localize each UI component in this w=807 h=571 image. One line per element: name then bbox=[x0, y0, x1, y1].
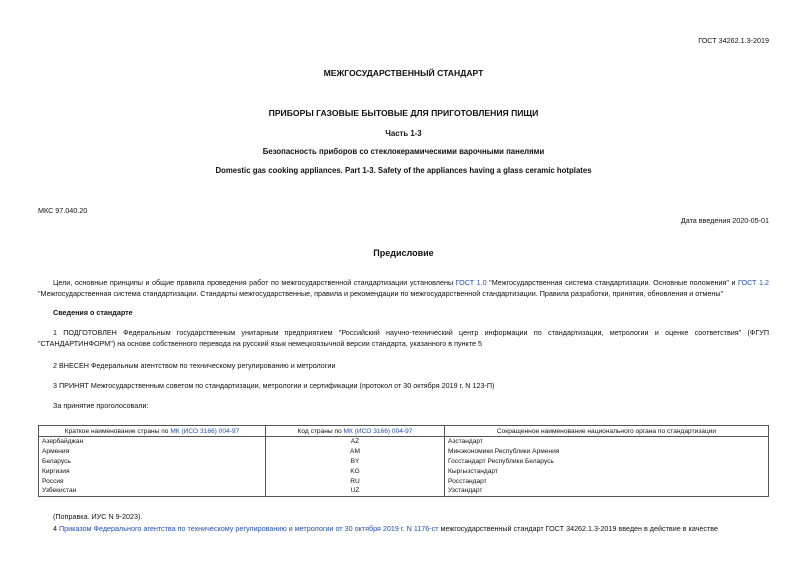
table-row bbox=[39, 466, 769, 476]
country-code: RU bbox=[266, 476, 445, 486]
standards-body: Минэкономики Республики Армения bbox=[445, 447, 769, 457]
header-country-code-text: Код страны по bbox=[297, 427, 344, 435]
standards-body: Росстандарт bbox=[445, 476, 769, 486]
mk-iso-link-1[interactable]: МК (ИСО 3166) 004-97 bbox=[170, 427, 240, 435]
item-1-prepared: 1 ПОДГОТОВЛЕН Федеральным государственным унитарным предприятием "Российский научно-технический центр информации по стандартизации, метрологии и оценке соответствия" (ФГУП "СТАНДАРТИНФОРМ") на основе собственного перевода на русский язык немецкоязычной версии стандарта, указанного в пункте 5 bbox=[38, 328, 769, 348]
mk-iso-link-2[interactable]: МК (ИСО 3166) 004-97 bbox=[343, 427, 413, 435]
standard-info-heading: Сведения о стандарте bbox=[53, 308, 133, 317]
standards-body: Госстандарт Республики Беларусь bbox=[445, 457, 769, 467]
header-country-name-text: Краткое наименование страны по bbox=[64, 427, 171, 435]
standards-body: Кыргызстандарт bbox=[445, 466, 769, 476]
voting-states-table bbox=[38, 425, 769, 497]
table-row bbox=[39, 486, 769, 496]
table-row bbox=[39, 457, 769, 467]
country-code: UZ bbox=[266, 486, 445, 496]
mks-code: МКС 97.040.20 bbox=[38, 206, 88, 215]
country-code: AZ bbox=[266, 437, 445, 447]
item-4-number: 4 bbox=[53, 524, 59, 533]
table-row bbox=[39, 437, 769, 447]
country-name: Азербайджан bbox=[39, 437, 266, 447]
foreword-heading: Предисловие bbox=[373, 248, 434, 258]
header-country-name bbox=[39, 426, 266, 437]
voted-label: За принятие проголосовали: bbox=[53, 401, 149, 410]
table-header-row bbox=[39, 426, 769, 437]
country-name: Узбекистан bbox=[39, 486, 266, 496]
introduction-date: Дата введения 2020-05-01 bbox=[680, 216, 769, 225]
country-code: AM bbox=[266, 447, 445, 457]
gost-1-0-link[interactable]: ГОСТ 1.0 bbox=[455, 278, 487, 287]
country-name: Россия bbox=[39, 476, 266, 486]
standards-body: Азстандарт bbox=[445, 437, 769, 447]
english-title: Domestic gas cooking appliances. Part 1-3. Safety of the appliances having a glass ceramic hotplates bbox=[215, 166, 592, 175]
header-standards-body: Сокращенное наименование национального органа по стандартизации bbox=[445, 426, 769, 437]
foreword-text-3: "Межгосударственная система стандартизации. Стандарты межгосударственные, правила и рекомендации по межгосударственной стандартизации. Правила разработки, принятия, обновления и отмены" bbox=[38, 288, 724, 298]
item-2-submitted: 2 ВНЕСЕН Федеральным агентством по техническому регулированию и метрологии bbox=[53, 361, 336, 370]
gost-1-2-link[interactable]: ГОСТ 1.2 bbox=[738, 278, 769, 287]
rosstandart-order-link[interactable]: Приказом Федерального агентства по техническому регулированию и метрологии от 30 октября 2019 г. N 1176-ст bbox=[59, 524, 439, 533]
foreword-paragraph bbox=[38, 278, 769, 299]
table-row bbox=[39, 447, 769, 457]
country-name: Беларусь bbox=[39, 457, 266, 467]
country-code: BY bbox=[266, 457, 445, 467]
foreword-text-2: "Межгосударственная система стандартизации. Основные положения" и bbox=[486, 278, 739, 287]
table-row bbox=[39, 476, 769, 486]
country-name: Армения bbox=[39, 447, 266, 457]
document-subtitle: Безопасность приборов со стеклокерамическими варочными панелями bbox=[262, 147, 545, 156]
item-4-text: межгосударственный стандарт ГОСТ 34262.1.3-2019 введен в действие в качестве bbox=[438, 524, 719, 533]
standards-body: Узстандарт bbox=[445, 486, 769, 496]
document-part: Часть 1-3 bbox=[385, 129, 422, 138]
country-name: Киргизия bbox=[39, 466, 266, 476]
country-code: KG bbox=[266, 466, 445, 476]
foreword-text-1: Цели, основные принципы и общие правила проведения работ по межгосударственной стандартизации установлены bbox=[53, 278, 456, 287]
item-3-adopted: 3 ПРИНЯТ Межгосударственным советом по стандартизации, метрологии и сертификации (протокол от 30 октября 2019 г. N 123-П) bbox=[53, 381, 495, 390]
document-title: ПРИБОРЫ ГАЗОВЫЕ БЫТОВЫЕ ДЛЯ ПРИГОТОВЛЕНИЯ ПИЩИ bbox=[268, 108, 539, 118]
amendment-note: (Поправка. ИУС N 9-2023). bbox=[53, 512, 143, 521]
header-country-code bbox=[266, 426, 445, 437]
item-4-enacted bbox=[38, 524, 769, 535]
document-code: ГОСТ 34262.1.3-2019 bbox=[698, 36, 769, 45]
interstate-standard-heading: МЕЖГОСУДАРСТВЕННЫЙ СТАНДАРТ bbox=[323, 68, 484, 78]
